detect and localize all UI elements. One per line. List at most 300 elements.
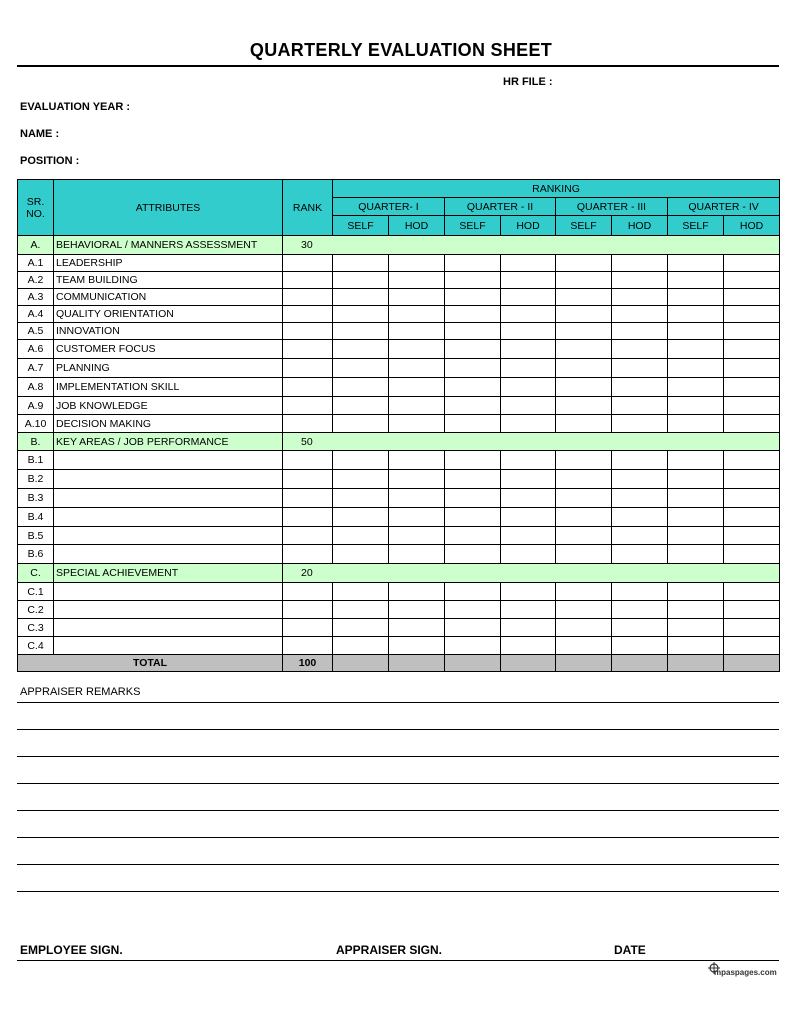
table-row (18, 397, 780, 415)
q3-self-cell[interactable] (556, 637, 612, 655)
row-code: B.5 (18, 527, 54, 545)
q1-self-cell[interactable] (333, 306, 389, 323)
q4-hod-cell[interactable] (724, 340, 780, 359)
table-row (18, 489, 780, 508)
q1-self-cell[interactable] (333, 470, 389, 489)
q3-self-cell[interactable] (556, 619, 612, 637)
q1-hod-cell[interactable] (389, 255, 445, 272)
q3-self-cell[interactable] (556, 397, 612, 415)
row-code: A.8 (18, 378, 54, 397)
q2-hod-cell[interactable] (501, 619, 556, 637)
q2-hod-cell[interactable] (501, 306, 556, 323)
row-attribute: JOB KNOWLEDGE (54, 397, 283, 415)
table-row (18, 451, 780, 470)
q1-hod-cell[interactable] (389, 619, 445, 637)
q2-hod-cell[interactable] (501, 272, 556, 289)
q2-self-cell[interactable] (445, 637, 501, 655)
rank-cell[interactable] (283, 583, 333, 601)
q1-hod-cell[interactable] (389, 583, 445, 601)
q3-self-cell[interactable] (556, 601, 612, 619)
table-row (18, 470, 780, 489)
q3-hod-cell[interactable] (612, 340, 668, 359)
total-cell (445, 655, 501, 672)
q3-hod-cell[interactable] (612, 255, 668, 272)
q3-self-cell[interactable] (556, 415, 612, 433)
table-row (18, 255, 780, 272)
q4-self-cell[interactable] (668, 378, 724, 397)
rank-cell[interactable] (283, 272, 333, 289)
total-cell (724, 655, 780, 672)
rank-header: RANK (283, 180, 333, 236)
section-fill (333, 433, 780, 451)
q4-hod-cell[interactable] (724, 289, 780, 306)
watermark: mpaspages.com (714, 968, 777, 977)
appraiser-remarks-title: APPRAISER REMARKS (20, 686, 141, 698)
row-attribute (54, 619, 283, 637)
q1-self-cell[interactable] (333, 255, 389, 272)
q1-self-cell[interactable] (333, 527, 389, 545)
rank-cell[interactable] (283, 255, 333, 272)
table-row (18, 306, 780, 323)
q3-hod-cell[interactable] (612, 601, 668, 619)
q2-self-cell[interactable] (445, 545, 501, 564)
row-attribute: CUSTOMER FOCUS (54, 340, 283, 359)
q3-self-cell[interactable] (556, 340, 612, 359)
q4-hod-cell[interactable] (724, 637, 780, 655)
title-underline (17, 65, 779, 67)
q4-hod-cell[interactable] (724, 508, 780, 527)
appraiser-sign-label: APPRAISER SIGN. (336, 943, 443, 957)
q2-hod-cell[interactable] (501, 359, 556, 378)
rank-cell[interactable] (283, 508, 333, 527)
q3-hod-cell[interactable] (612, 378, 668, 397)
q2-self-cell[interactable] (445, 527, 501, 545)
ranking-header: RANKING (333, 180, 780, 198)
q3-self-cell[interactable] (556, 451, 612, 470)
q1-hod-cell[interactable] (389, 508, 445, 527)
q4-hod-cell[interactable] (724, 415, 780, 433)
q3-self-cell[interactable] (556, 470, 612, 489)
section-rank: 20 (283, 564, 333, 583)
q1-self-cell[interactable] (333, 619, 389, 637)
q1-self-cell[interactable] (333, 340, 389, 359)
q4-self-cell[interactable] (668, 340, 724, 359)
row-code: B.1 (18, 451, 54, 470)
q4-self-cell[interactable] (668, 359, 724, 378)
quarter-2-header: QUARTER - II (445, 198, 556, 216)
row-code: A.2 (18, 272, 54, 289)
total-rank: 100 (283, 655, 333, 672)
q3-self-cell[interactable] (556, 489, 612, 508)
q4-hod-cell[interactable] (724, 255, 780, 272)
table-row (18, 415, 780, 433)
q1-hod-cell[interactable] (389, 451, 445, 470)
signature-line (17, 960, 779, 961)
row-attribute (54, 545, 283, 564)
rank-cell[interactable] (283, 470, 333, 489)
row-attribute: PLANNING (54, 359, 283, 378)
q1-hod-header: HOD (389, 216, 445, 236)
rank-cell[interactable] (283, 359, 333, 378)
q1-hod-cell[interactable] (389, 359, 445, 378)
rank-cell[interactable] (283, 306, 333, 323)
row-attribute (54, 489, 283, 508)
table-row (18, 619, 780, 637)
row-attribute: LEADERSHIP (54, 255, 283, 272)
q2-self-cell[interactable] (445, 619, 501, 637)
q1-self-cell[interactable] (333, 378, 389, 397)
q4-self-cell[interactable] (668, 527, 724, 545)
section-title: BEHAVIORAL / MANNERS ASSESSMENT (54, 236, 283, 255)
q2-hod-cell[interactable] (501, 527, 556, 545)
q1-hod-cell[interactable] (389, 340, 445, 359)
row-code: B.2 (18, 470, 54, 489)
table-row (18, 545, 780, 564)
q2-hod-cell[interactable] (501, 583, 556, 601)
q4-self-cell[interactable] (668, 451, 724, 470)
quarter-1-header: QUARTER- I (333, 198, 445, 216)
q4-hod-cell[interactable] (724, 470, 780, 489)
q2-self-cell[interactable] (445, 289, 501, 306)
q2-self-cell[interactable] (445, 255, 501, 272)
remarks-line[interactable] (17, 810, 779, 811)
q3-hod-header: HOD (612, 216, 668, 236)
q2-self-cell[interactable] (445, 272, 501, 289)
remarks-line[interactable] (17, 756, 779, 757)
table-row (18, 272, 780, 289)
q3-hod-cell[interactable] (612, 272, 668, 289)
row-code: A.7 (18, 359, 54, 378)
q4-hod-cell[interactable] (724, 601, 780, 619)
row-code: A.1 (18, 255, 54, 272)
q1-hod-cell[interactable] (389, 489, 445, 508)
q3-self-cell[interactable] (556, 306, 612, 323)
q1-hod-cell[interactable] (389, 289, 445, 306)
q2-self-cell[interactable] (445, 470, 501, 489)
quarter-4-header: QUARTER - IV (668, 198, 780, 216)
q3-hod-cell[interactable] (612, 619, 668, 637)
q4-hod-cell[interactable] (724, 359, 780, 378)
q3-hod-cell[interactable] (612, 359, 668, 378)
q3-hod-cell[interactable] (612, 323, 668, 340)
row-attribute: INNOVATION (54, 323, 283, 340)
row-attribute (54, 637, 283, 655)
rank-cell[interactable] (283, 415, 333, 433)
q2-self-cell[interactable] (445, 451, 501, 470)
employee-sign-label: EMPLOYEE SIGN. (20, 943, 123, 957)
q4-hod-cell[interactable] (724, 306, 780, 323)
q4-self-cell[interactable] (668, 619, 724, 637)
rank-cell[interactable] (283, 601, 333, 619)
q1-hod-cell[interactable] (389, 637, 445, 655)
sr-no-header: SR. NO. (18, 180, 54, 236)
q1-hod-cell[interactable] (389, 415, 445, 433)
total-cell (556, 655, 612, 672)
attributes-header: ATTRIBUTES (54, 180, 283, 236)
q1-self-cell[interactable] (333, 397, 389, 415)
q4-hod-cell[interactable] (724, 378, 780, 397)
remarks-line[interactable] (17, 729, 779, 730)
section-row (18, 564, 780, 583)
q4-self-cell[interactable] (668, 397, 724, 415)
q3-hod-cell[interactable] (612, 637, 668, 655)
q2-self-header: SELF (445, 216, 501, 236)
q4-hod-cell[interactable] (724, 323, 780, 340)
q2-hod-cell[interactable] (501, 415, 556, 433)
table-row (18, 527, 780, 545)
q2-self-cell[interactable] (445, 415, 501, 433)
q2-self-cell[interactable] (445, 508, 501, 527)
q2-self-cell[interactable] (445, 397, 501, 415)
q1-self-cell[interactable] (333, 545, 389, 564)
table-row (18, 359, 780, 378)
q1-self-cell[interactable] (333, 601, 389, 619)
q4-hod-cell[interactable] (724, 397, 780, 415)
date-label: DATE (614, 943, 646, 957)
total-cell (333, 655, 389, 672)
row-code: A.3 (18, 289, 54, 306)
q1-self-cell[interactable] (333, 359, 389, 378)
q1-hod-cell[interactable] (389, 601, 445, 619)
rank-cell[interactable] (283, 323, 333, 340)
q1-self-cell[interactable] (333, 583, 389, 601)
table-row (18, 378, 780, 397)
rank-cell[interactable] (283, 637, 333, 655)
row-attribute: DECISION MAKING (54, 415, 283, 433)
total-cell (668, 655, 724, 672)
hr-file-label: HR FILE : (503, 76, 553, 88)
q2-self-cell[interactable] (445, 359, 501, 378)
section-code: C. (18, 564, 54, 583)
row-attribute: QUALITY ORIENTATION (54, 306, 283, 323)
q3-self-cell[interactable] (556, 583, 612, 601)
q2-hod-cell[interactable] (501, 340, 556, 359)
q2-hod-cell[interactable] (501, 397, 556, 415)
q2-hod-cell[interactable] (501, 255, 556, 272)
q4-self-cell[interactable] (668, 323, 724, 340)
q4-hod-cell[interactable] (724, 489, 780, 508)
section-code: B. (18, 433, 54, 451)
q3-self-cell[interactable] (556, 323, 612, 340)
rank-cell[interactable] (283, 289, 333, 306)
q2-self-cell[interactable] (445, 323, 501, 340)
q2-hod-cell[interactable] (501, 323, 556, 340)
remarks-line[interactable] (17, 837, 779, 838)
section-fill (333, 236, 780, 255)
q3-hod-cell[interactable] (612, 508, 668, 527)
row-code: A.4 (18, 306, 54, 323)
q1-hod-cell[interactable] (389, 323, 445, 340)
q2-self-cell[interactable] (445, 306, 501, 323)
q1-self-cell[interactable] (333, 637, 389, 655)
position-label: POSITION : (20, 155, 80, 167)
q1-self-cell[interactable] (333, 323, 389, 340)
q1-hod-cell[interactable] (389, 470, 445, 489)
table-row (18, 637, 780, 655)
q3-hod-cell[interactable] (612, 489, 668, 508)
q1-hod-cell[interactable] (389, 306, 445, 323)
row-code: A.10 (18, 415, 54, 433)
q1-self-cell[interactable] (333, 508, 389, 527)
row-attribute (54, 601, 283, 619)
q4-hod-cell[interactable] (724, 619, 780, 637)
q2-hod-cell[interactable] (501, 489, 556, 508)
q3-hod-cell[interactable] (612, 545, 668, 564)
q3-self-cell[interactable] (556, 545, 612, 564)
q4-self-cell[interactable] (668, 545, 724, 564)
q2-self-cell[interactable] (445, 489, 501, 508)
q2-self-cell[interactable] (445, 378, 501, 397)
q2-hod-cell[interactable] (501, 470, 556, 489)
q1-self-cell[interactable] (333, 415, 389, 433)
table-row (18, 583, 780, 601)
q1-hod-cell[interactable] (389, 272, 445, 289)
q3-hod-cell[interactable] (612, 306, 668, 323)
q4-hod-cell[interactable] (724, 272, 780, 289)
q2-self-cell[interactable] (445, 601, 501, 619)
total-cell (612, 655, 668, 672)
q3-self-cell[interactable] (556, 272, 612, 289)
q3-hod-cell[interactable] (612, 527, 668, 545)
q4-self-cell[interactable] (668, 289, 724, 306)
q3-hod-cell[interactable] (612, 451, 668, 470)
q2-self-cell[interactable] (445, 340, 501, 359)
rank-cell[interactable] (283, 489, 333, 508)
total-cell (389, 655, 445, 672)
q4-self-cell[interactable] (668, 601, 724, 619)
total-cell (501, 655, 556, 672)
row-code: C.4 (18, 637, 54, 655)
q3-self-cell[interactable] (556, 527, 612, 545)
q2-hod-cell[interactable] (501, 637, 556, 655)
row-code: B.3 (18, 489, 54, 508)
q3-hod-cell[interactable] (612, 470, 668, 489)
rank-cell[interactable] (283, 545, 333, 564)
section-rank: 50 (283, 433, 333, 451)
row-attribute (54, 527, 283, 545)
q2-hod-cell[interactable] (501, 508, 556, 527)
q4-self-cell[interactable] (668, 272, 724, 289)
q3-self-cell[interactable] (556, 508, 612, 527)
evaluation-table (17, 179, 780, 672)
q2-hod-cell[interactable] (501, 545, 556, 564)
section-row (18, 236, 780, 255)
remarks-line[interactable] (17, 783, 779, 784)
q3-self-cell[interactable] (556, 255, 612, 272)
q4-self-header: SELF (668, 216, 724, 236)
q3-self-cell[interactable] (556, 289, 612, 306)
row-code: B.4 (18, 508, 54, 527)
q4-hod-cell[interactable] (724, 451, 780, 470)
row-attribute: IMPLEMENTATION SKILL (54, 378, 283, 397)
q1-hod-cell[interactable] (389, 545, 445, 564)
q4-self-cell[interactable] (668, 306, 724, 323)
q2-hod-cell[interactable] (501, 451, 556, 470)
row-code: A.9 (18, 397, 54, 415)
rank-cell[interactable] (283, 340, 333, 359)
q3-self-cell[interactable] (556, 359, 612, 378)
row-code: C.2 (18, 601, 54, 619)
row-attribute (54, 583, 283, 601)
q1-self-header: SELF (333, 216, 389, 236)
row-code: C.3 (18, 619, 54, 637)
row-attribute: COMMUNICATION (54, 289, 283, 306)
q3-hod-cell[interactable] (612, 289, 668, 306)
row-code: A.5 (18, 323, 54, 340)
q4-self-cell[interactable] (668, 583, 724, 601)
q4-self-cell[interactable] (668, 508, 724, 527)
rank-cell[interactable] (283, 451, 333, 470)
row-attribute (54, 508, 283, 527)
section-title: KEY AREAS / JOB PERFORMANCE (54, 433, 283, 451)
q1-self-cell[interactable] (333, 489, 389, 508)
q2-hod-cell[interactable] (501, 289, 556, 306)
q4-self-cell[interactable] (668, 255, 724, 272)
section-fill (333, 564, 780, 583)
q3-hod-cell[interactable] (612, 397, 668, 415)
q1-hod-cell[interactable] (389, 527, 445, 545)
row-code: A.6 (18, 340, 54, 359)
q4-self-cell[interactable] (668, 637, 724, 655)
q1-self-cell[interactable] (333, 272, 389, 289)
page-title: QUARTERLY EVALUATION SHEET (249, 40, 553, 60)
table-row (18, 323, 780, 340)
q4-hod-header: HOD (724, 216, 780, 236)
q3-hod-cell[interactable] (612, 583, 668, 601)
rank-cell[interactable] (283, 378, 333, 397)
table-row (18, 508, 780, 527)
q4-hod-cell[interactable] (724, 583, 780, 601)
remarks-line[interactable] (17, 891, 779, 892)
evaluation-year-label: EVALUATION YEAR : (20, 101, 131, 113)
rank-cell[interactable] (283, 527, 333, 545)
quarter-3-header: QUARTER - III (556, 198, 668, 216)
rank-cell[interactable] (283, 397, 333, 415)
q2-hod-cell[interactable] (501, 378, 556, 397)
row-attribute (54, 470, 283, 489)
section-title: SPECIAL ACHIEVEMENT (54, 564, 283, 583)
remarks-line[interactable] (17, 702, 779, 703)
q1-self-cell[interactable] (333, 451, 389, 470)
remarks-line[interactable] (17, 864, 779, 865)
q4-self-cell[interactable] (668, 415, 724, 433)
table-row (18, 601, 780, 619)
q1-hod-cell[interactable] (389, 397, 445, 415)
row-code: B.6 (18, 545, 54, 564)
row-code: C.1 (18, 583, 54, 601)
name-label: NAME : (20, 128, 60, 140)
q2-hod-cell[interactable] (501, 601, 556, 619)
section-code: A. (18, 236, 54, 255)
q4-self-cell[interactable] (668, 489, 724, 508)
q1-hod-cell[interactable] (389, 378, 445, 397)
q2-self-cell[interactable] (445, 583, 501, 601)
row-attribute (54, 451, 283, 470)
table-row (18, 289, 780, 306)
q2-hod-header: HOD (501, 216, 556, 236)
q3-self-cell[interactable] (556, 378, 612, 397)
q3-hod-cell[interactable] (612, 415, 668, 433)
q3-self-header: SELF (556, 216, 612, 236)
rank-cell[interactable] (283, 619, 333, 637)
q4-hod-cell[interactable] (724, 545, 780, 564)
q4-hod-cell[interactable] (724, 527, 780, 545)
q1-self-cell[interactable] (333, 289, 389, 306)
section-row (18, 433, 780, 451)
q4-self-cell[interactable] (668, 470, 724, 489)
row-attribute: TEAM BUILDING (54, 272, 283, 289)
table-row (18, 340, 780, 359)
